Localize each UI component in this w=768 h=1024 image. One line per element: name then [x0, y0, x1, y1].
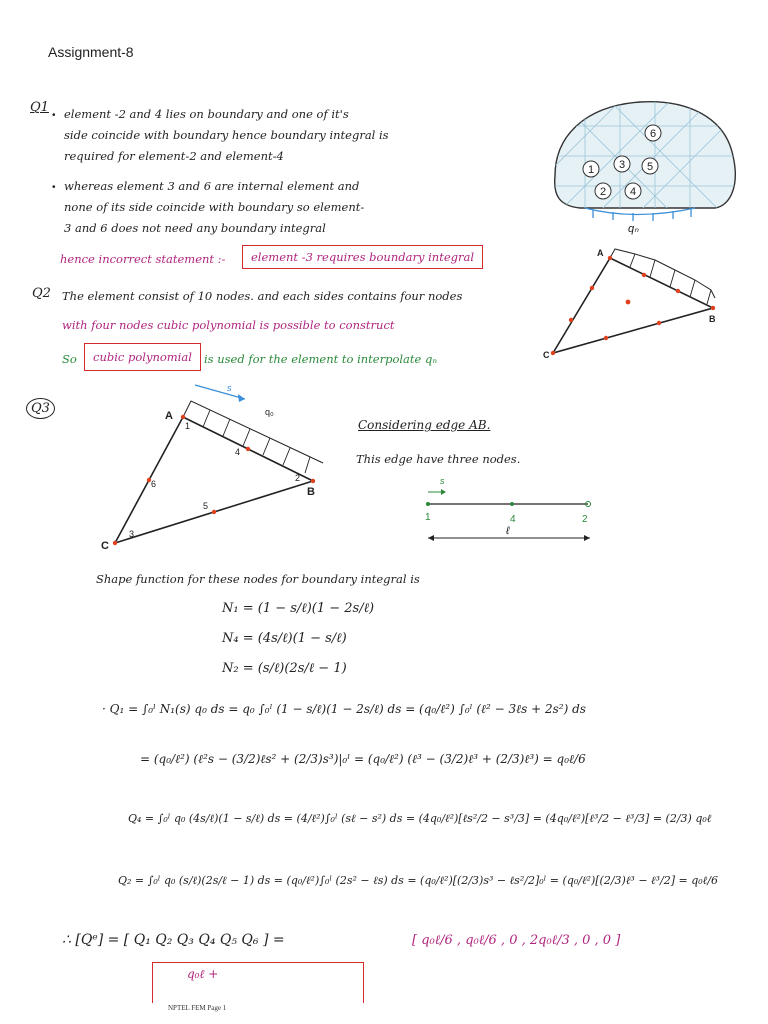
s-arrow-head — [441, 489, 446, 495]
answer-box — [152, 962, 364, 1003]
triangle-outline — [115, 417, 313, 543]
q4-integral-line: Q₄ = ∫₀ˡ q₀ (4s/ℓ)(1 − s/ℓ) ds = (4/ℓ²)∫₀ˡ (sℓ − s²) ds = (4q₀/ℓ²)[ℓs²/2 − s³/3] = (4q₀/ℓ²)[ℓ³/2 − ℓ³/3] = (2/3) q₀ℓ — [128, 812, 712, 825]
shape-n4: N₄ = (4s/ℓ)(1 − s/ℓ) — [222, 631, 347, 646]
s-arrow — [195, 385, 245, 399]
load-line — [183, 401, 323, 463]
q2-line3-boxed: cubic polynomial — [84, 343, 201, 371]
vertex-b: B — [307, 486, 315, 498]
vertex-a: A — [597, 248, 604, 258]
s-arrow-head — [238, 394, 245, 402]
node-label: 3 — [129, 529, 135, 539]
triangle-figure-numbered — [95, 375, 335, 555]
s-label: s — [227, 383, 232, 393]
edge-node-label: 4 — [510, 514, 516, 525]
load-arrows — [203, 410, 310, 473]
considering-edge: Considering edge AB. — [358, 418, 491, 432]
vertex-b: B — [709, 314, 716, 324]
q2-line2: with four nodes cubic polynomial is possible to construct — [62, 318, 395, 332]
vertex-c: C — [101, 540, 109, 552]
edge-node-label: 2 — [582, 514, 588, 525]
dim-arrow-left — [428, 535, 434, 541]
q0-label: q₀ — [265, 407, 274, 417]
element-label: 5 — [646, 161, 654, 173]
q1-bullet1-line1: element -2 and 4 lies on boundary and one of it's — [64, 107, 349, 121]
element-label: 4 — [629, 186, 637, 198]
q1-bullet2-line1: whereas element 3 and 6 are internal element and — [64, 179, 360, 193]
flux-arrows — [585, 208, 695, 221]
page-title: Assignment-8 — [48, 44, 134, 60]
edge-node-label: 1 — [425, 512, 431, 523]
q1-bullet2-line2: none of its side coincide with boundary so element- — [64, 200, 365, 214]
load-arrows — [630, 254, 711, 304]
q2-line3-rest: is used for the element to interpolate qₙ — [204, 352, 438, 366]
element-label: 1 — [587, 164, 595, 176]
load-vector-lhs: ∴ [Qᵉ] = [ Q₁ Q₂ Q₃ Q₄ Q₅ Q₆ ] = — [62, 932, 285, 948]
page-footer: NPTEL FEM Page 1 — [168, 1004, 227, 1012]
q2-line1: The element consist of 10 nodes. and each sides contains four nodes — [62, 289, 463, 303]
node-label: 4 — [235, 447, 241, 457]
node-label: 5 — [203, 501, 209, 511]
q3-label: Q3 — [26, 398, 55, 419]
load-vector-rhs: [ q₀ℓ/6 , q₀ℓ/6 , 0 , 2q₀ℓ/3 , 0 , 0 ] — [412, 933, 621, 948]
s-label: s — [440, 476, 445, 486]
mesh-figure — [545, 96, 745, 236]
length-label: ℓ — [506, 525, 510, 537]
q2-integral-line: Q₂ = ∫₀ˡ q₀ (s/ℓ)(2s/ℓ − 1) ds = (q₀/ℓ²)∫₀ˡ (2s² − ℓs) ds = (q₀/ℓ²)[(2/3)s³ − ℓs²/2]₀ˡ = (q₀/ℓ²)[(2/3)ℓ³ − ℓ³/2] = q₀ℓ/6 — [118, 874, 718, 887]
edge-nodes-text: This edge have three nodes. — [356, 452, 521, 466]
edge-node — [510, 502, 514, 506]
dim-arrow-right — [584, 535, 590, 541]
node-label: 1 — [185, 421, 191, 431]
q1-incorrect-boxed: element -3 requires boundary integral — [242, 245, 483, 269]
edge-node — [426, 502, 430, 506]
bullet-dot: • — [52, 182, 56, 193]
shape-intro: Shape function for these nodes for boundary integral is — [96, 572, 420, 586]
shape-n1: N₁ = (1 − s/ℓ)(1 − 2s/ℓ) — [222, 601, 375, 616]
shape-n2: N₂ = (s/ℓ)(2s/ℓ − 1) — [222, 661, 347, 676]
nodes — [113, 415, 315, 545]
mesh-boundary — [555, 102, 736, 208]
node-label: 2 — [295, 473, 301, 483]
bullet-dot: • — [52, 110, 56, 121]
nodes — [551, 256, 715, 355]
vertex-a: A — [165, 410, 173, 422]
triangle-figure-small — [535, 240, 730, 365]
q2-label: Q2 — [32, 286, 51, 301]
q1-integral-line1: · Q₁ = ∫₀ˡ N₁(s) q₀ ds = q₀ ∫₀ˡ (1 − s/ℓ)(1 − 2s/ℓ) ds = (q₀/ℓ²) ∫₀ˡ (ℓ² − 3ℓs + 2s²) ds — [102, 702, 586, 716]
element-label: 6 — [649, 128, 657, 140]
q1-bullet1-line2: side coincide with boundary hence boundary integral is — [64, 128, 389, 142]
load-curve — [610, 249, 715, 298]
q1-bullet2-line3: 3 and 6 does not need any boundary integral — [64, 221, 326, 235]
qn-label: qₙ — [628, 223, 639, 235]
edge-figure — [420, 470, 610, 550]
triangle-outline — [553, 258, 713, 353]
vertex-c: C — [543, 350, 550, 360]
element-label: 2 — [599, 186, 607, 198]
q2-line3-prefix: So — [62, 352, 77, 366]
q1-bullet1-line3: required for element-2 and element-4 — [64, 149, 284, 163]
q1-integral-line2: = (q₀/ℓ²) (ℓ²s − (3/2)ℓs² + (2/3)s³)|₀ˡ = (q₀/ℓ²) (ℓ³ − (3/2)ℓ³ + (2/3)ℓ³) = q₀ℓ/6 — [140, 752, 586, 766]
element-label: 3 — [618, 159, 626, 171]
q1-incorrect-prefix: hence incorrect statement :- — [60, 252, 226, 266]
q1-label: Q1 — [30, 100, 49, 115]
answer-box-text: q₀ℓ + — [187, 967, 219, 981]
node-label: 6 — [151, 479, 157, 489]
